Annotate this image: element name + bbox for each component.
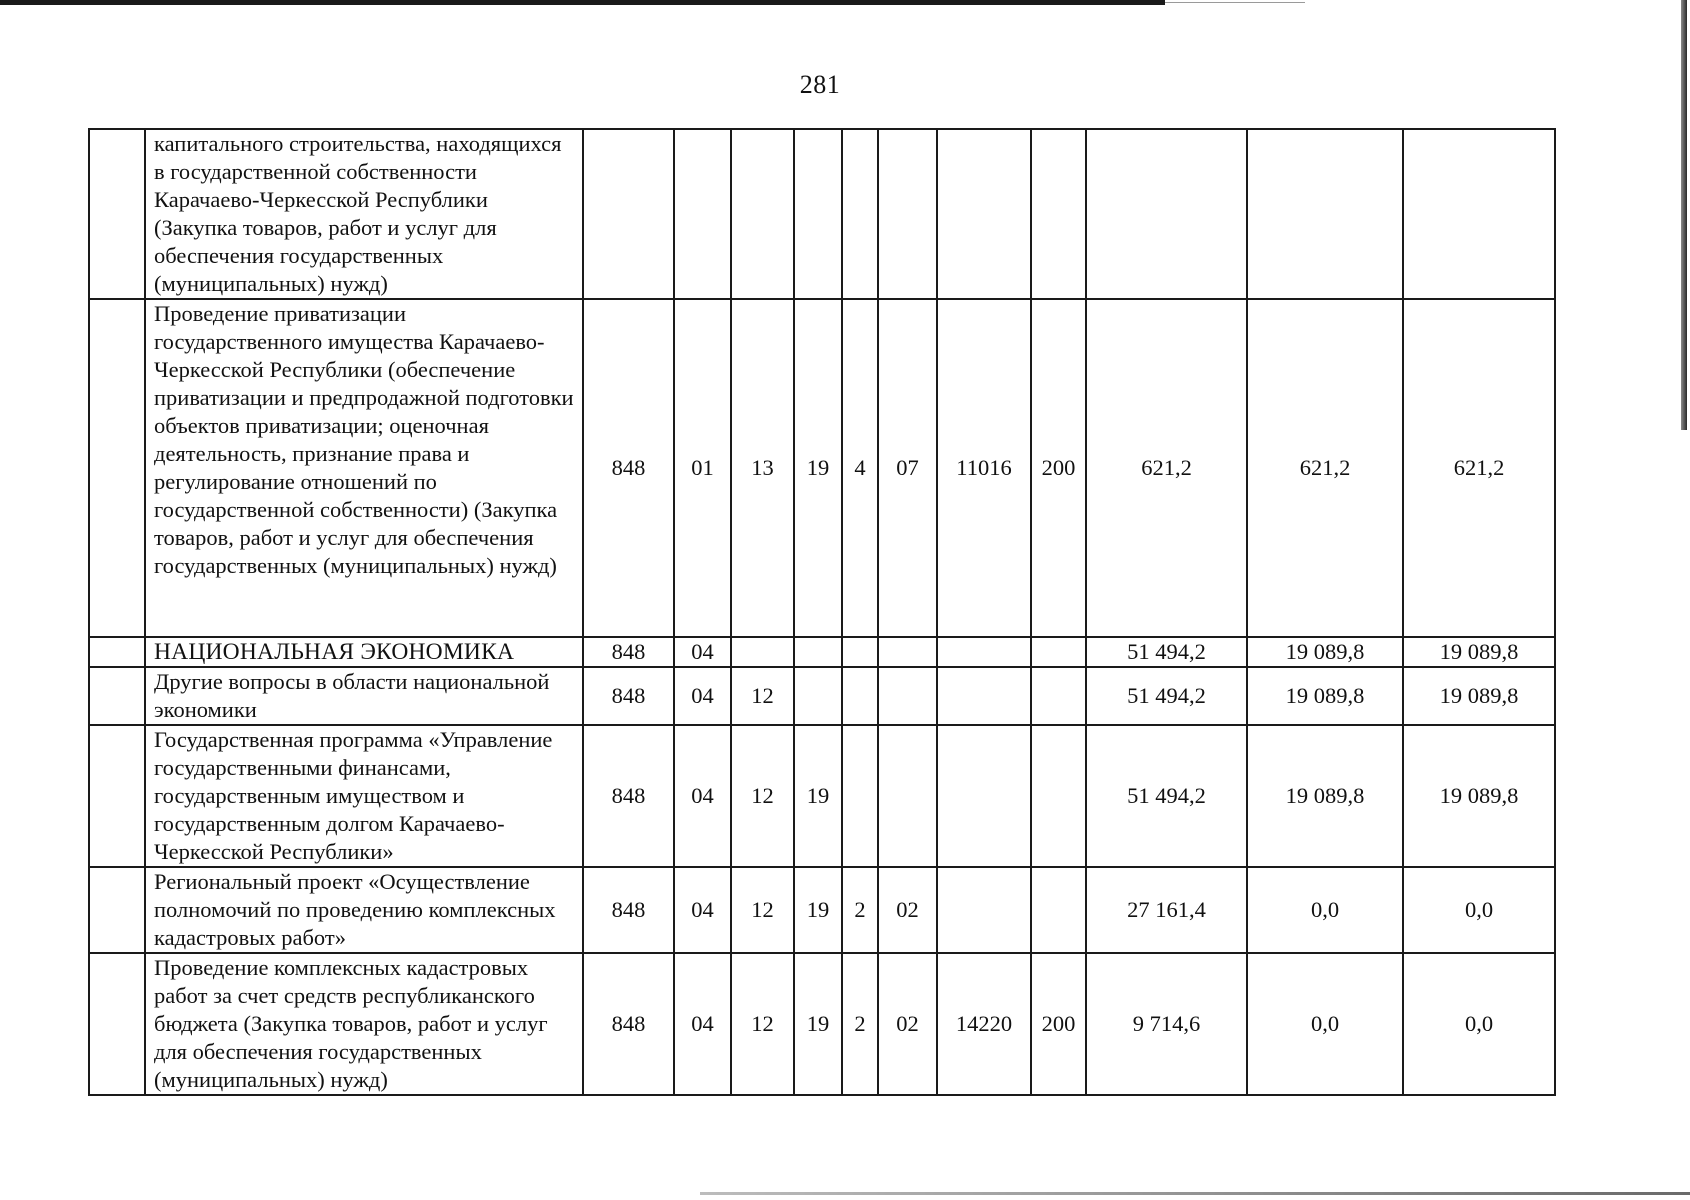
cell-program	[794, 129, 842, 299]
cell-ved: 848	[583, 725, 674, 867]
cell-pr: 12	[731, 667, 794, 725]
row-description: Проведение комплексных кадастровых работ за счет средств республиканского бюджета (Закупка товаров, работ и услуг для обеспечения государственных (муниципальных) нужд)	[145, 953, 583, 1095]
cell-ved	[583, 129, 674, 299]
cell-sum-3: 19 089,8	[1403, 637, 1555, 667]
cell-program: 19	[794, 725, 842, 867]
cell-program	[794, 667, 842, 725]
cell-expense-type: 200	[1031, 299, 1086, 637]
cell-rz: 04	[674, 867, 731, 953]
row-description: Проведение приватизации государственного имущества Карачаево-Черкесской Республики (обеспечение приватизации и предпродажной подготовки объектов приватизации; оценочная деятельность, признание права и регулирование отношений по государственной собственности) (Закупка товаров, работ и услуг для обеспечения государственных (муниципальных) нужд)	[145, 299, 583, 637]
table-row	[89, 953, 1555, 1095]
cell-pr: 13	[731, 299, 794, 637]
cell-subprogram: 4	[842, 299, 878, 637]
cell-subprogram	[842, 129, 878, 299]
table-row	[89, 667, 1555, 725]
scan-border-bottom	[700, 1192, 1690, 1195]
cell-ved: 848	[583, 637, 674, 667]
budget-table	[88, 128, 1556, 1096]
table-row	[89, 867, 1555, 953]
cell-ved: 848	[583, 299, 674, 637]
table-row	[89, 129, 1555, 299]
table-row	[89, 299, 1555, 637]
cell-main-event: 07	[878, 299, 937, 637]
row-index-cell	[89, 299, 145, 637]
cell-sum-2: 19 089,8	[1247, 637, 1403, 667]
cell-ved: 848	[583, 867, 674, 953]
row-index-cell	[89, 637, 145, 667]
cell-program: 19	[794, 299, 842, 637]
cell-rz: 04	[674, 725, 731, 867]
cell-sum-1: 621,2	[1086, 299, 1247, 637]
cell-direction: 14220	[937, 953, 1031, 1095]
row-index-cell	[89, 725, 145, 867]
cell-sum-1: 9 714,6	[1086, 953, 1247, 1095]
cell-expense-type	[1031, 667, 1086, 725]
cell-pr: 12	[731, 725, 794, 867]
scan-edge-right	[1681, 0, 1687, 430]
cell-main-event: 02	[878, 867, 937, 953]
row-description: Другие вопросы в области национальной экономики	[145, 667, 583, 725]
cell-expense-type	[1031, 725, 1086, 867]
cell-sum-2	[1247, 129, 1403, 299]
cell-sum-1: 51 494,2	[1086, 637, 1247, 667]
table-row	[89, 725, 1555, 867]
row-description: Государственная программа «Управление государственными финансами, государственным имуществом и государственным долгом Карачаево-Черкесской Республики»	[145, 725, 583, 867]
cell-sum-3: 19 089,8	[1403, 667, 1555, 725]
row-index-cell	[89, 129, 145, 299]
cell-pr: 12	[731, 953, 794, 1095]
cell-main-event	[878, 129, 937, 299]
cell-rz: 04	[674, 953, 731, 1095]
cell-main-event	[878, 725, 937, 867]
cell-pr: 12	[731, 867, 794, 953]
cell-direction	[937, 725, 1031, 867]
cell-expense-type: 200	[1031, 953, 1086, 1095]
cell-rz	[674, 129, 731, 299]
table-row	[89, 637, 1555, 667]
cell-direction	[937, 867, 1031, 953]
cell-program: 19	[794, 867, 842, 953]
cell-rz: 04	[674, 667, 731, 725]
cell-sum-2: 0,0	[1247, 953, 1403, 1095]
cell-sum-3: 0,0	[1403, 867, 1555, 953]
cell-direction	[937, 129, 1031, 299]
cell-subprogram: 2	[842, 953, 878, 1095]
row-index-cell	[89, 867, 145, 953]
row-description: Региональный проект «Осуществление полномочий по проведению комплексных кадастровых работ»	[145, 867, 583, 953]
cell-sum-3: 19 089,8	[1403, 725, 1555, 867]
cell-sum-2: 621,2	[1247, 299, 1403, 637]
cell-sum-1: 51 494,2	[1086, 725, 1247, 867]
cell-direction	[937, 667, 1031, 725]
cell-pr	[731, 637, 794, 667]
cell-sum-2: 19 089,8	[1247, 725, 1403, 867]
cell-sum-3: 0,0	[1403, 953, 1555, 1095]
cell-ved: 848	[583, 667, 674, 725]
cell-direction	[937, 637, 1031, 667]
scan-border-top	[0, 0, 1165, 5]
cell-sum-1: 51 494,2	[1086, 667, 1247, 725]
page-number: 281	[799, 70, 841, 99]
cell-subprogram: 2	[842, 867, 878, 953]
cell-rz: 04	[674, 637, 731, 667]
cell-expense-type	[1031, 129, 1086, 299]
cell-program: 19	[794, 953, 842, 1095]
cell-sum-3: 621,2	[1403, 299, 1555, 637]
cell-program	[794, 637, 842, 667]
cell-subprogram	[842, 667, 878, 725]
cell-expense-type	[1031, 867, 1086, 953]
cell-sum-2: 19 089,8	[1247, 667, 1403, 725]
row-description: капитального строительства, находящихся в государственной собственности Карачаево-Черкесской Республики (Закупка товаров, работ и услуг для обеспечения государственных (муниципальных) нужд)	[145, 129, 583, 299]
cell-rz: 01	[674, 299, 731, 637]
row-index-cell	[89, 667, 145, 725]
cell-pr	[731, 129, 794, 299]
row-description: НАЦИОНАЛЬНАЯ ЭКОНОМИКА	[145, 637, 583, 667]
cell-sum-3	[1403, 129, 1555, 299]
cell-sum-1	[1086, 129, 1247, 299]
row-index-cell	[89, 953, 145, 1095]
cell-sum-1: 27 161,4	[1086, 867, 1247, 953]
cell-ved: 848	[583, 953, 674, 1095]
scan-border-top-faint	[1165, 2, 1305, 3]
cell-sum-2: 0,0	[1247, 867, 1403, 953]
cell-subprogram	[842, 637, 878, 667]
cell-main-event	[878, 667, 937, 725]
cell-main-event: 02	[878, 953, 937, 1095]
cell-direction: 11016	[937, 299, 1031, 637]
cell-expense-type	[1031, 637, 1086, 667]
cell-main-event	[878, 637, 937, 667]
cell-subprogram	[842, 725, 878, 867]
